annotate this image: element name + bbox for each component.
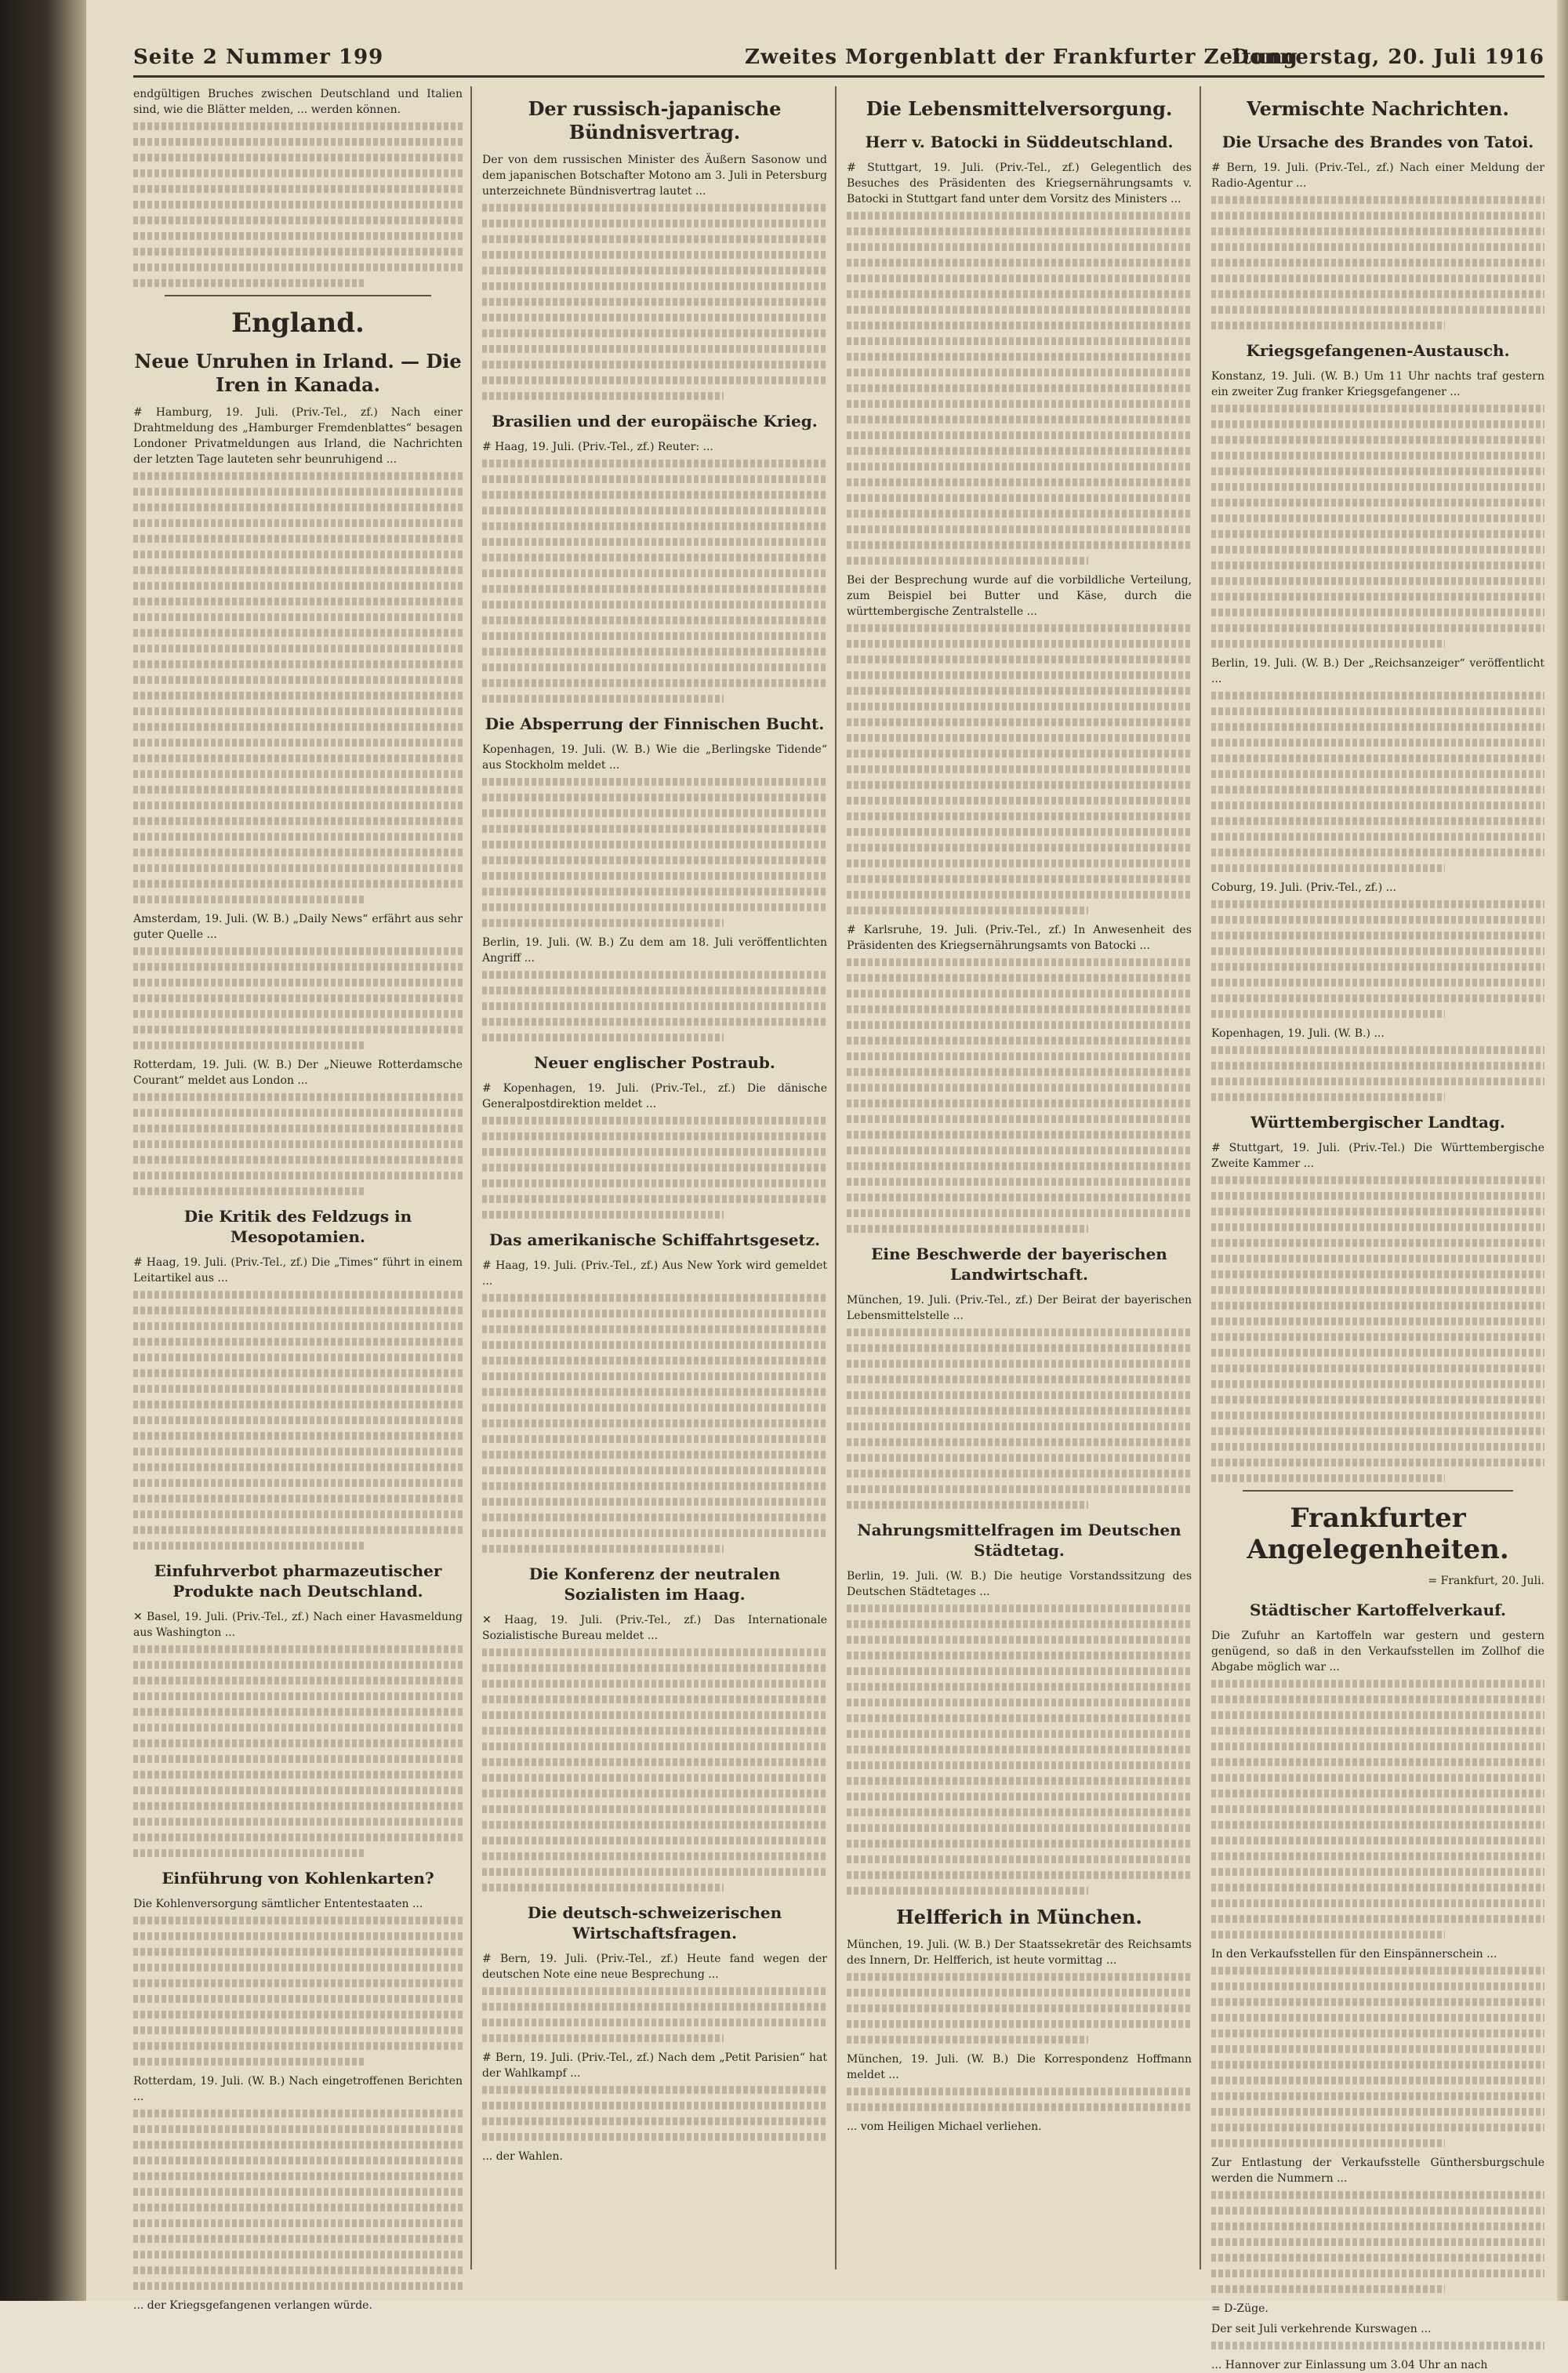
article-text: # Hamburg, 19. Juli. (Priv.-Tel., zf.) Nach einer Drahtmeldung des „Hamburger Fremdenblattes“ besagen Londoner Privatmeldungen aus Irland, die Nachrichten der letzten Tage lauteten sehr beunruhigend ...	[133, 406, 463, 466]
article-heading: Brasilien und der europäische Krieg.	[492, 412, 818, 431]
article-text: ... Hannover zur Einlassung um 3.04 Uhr an nach	[1211, 2359, 1488, 2371]
article-text: Berlin, 19. Juli. (W. B.) Der „Reichsanzeiger“ veröffentlicht ...	[1211, 657, 1544, 685]
article-text: München, 19. Juli. (W. B.) Die Korrespondenz Hoffmann meldet ...	[847, 2053, 1192, 2081]
article-text: Amsterdam, 19. Juli. (W. B.) „Daily News“ erfährt aus sehr guter Quelle ...	[133, 913, 463, 941]
article-heading: Nahrungsmittelfragen im Deutschen Städtetag.	[857, 1521, 1181, 1560]
article-heading: Die Absperrung der Finnischen Bucht.	[485, 714, 825, 733]
article-text: # Karlsruhe, 19. Juli. (Priv.-Tel., zf.) In Anwesenheit des Präsidenten des Kriegsernährungsamts von Batocki ...	[847, 924, 1192, 952]
dateline: = Frankfurt, 20. Juli.	[1428, 1575, 1544, 1587]
newspaper-title: Zweites Morgenblatt der Frankfurter Zeitung	[745, 45, 1298, 69]
article-text: # Kopenhagen, 19. Juli. (Priv.-Tel., zf.) Die dänische Generalpostdirektion meldet ...	[482, 1082, 827, 1110]
article-text: # Bern, 19. Juli. (Priv.-Tel., zf.) Nach einer Meldung der Radio-Agentur ...	[1211, 162, 1544, 190]
article-heading: Städtischer Kartoffelverkauf.	[1250, 1601, 1506, 1619]
page-header	[133, 44, 1544, 78]
column-rule	[1200, 86, 1201, 2269]
section-heading: England.	[231, 307, 365, 339]
article-text: Rotterdam, 19. Juli. (W. B.) Der „Nieuwe Rotterdamsche Courant“ meldet aus London ...	[133, 1059, 463, 1087]
article-text: ... der Wahlen.	[482, 2150, 563, 2163]
article-heading: Die Konferenz der neutralen Sozialisten im Haag.	[528, 1564, 781, 1604]
article-text: Bei der Besprechung wurde auf die vorbildliche Verteilung, zum Beispiel bei Butter und Käse, durch die württembergische Zentralstelle ...	[847, 574, 1192, 618]
article-text: Berlin, 19. Juli. (W. B.) Zu dem am 18. Juli veröffentlichten Angriff ...	[482, 936, 827, 965]
article-text: ✕ Haag, 19. Juli. (Priv.-Tel., zf.) Das Internationale Sozialistische Bureau meldet ...	[482, 1614, 827, 1642]
section-heading: Die Lebensmittelversorgung.	[866, 97, 1173, 120]
article-heading: Einführung von Kohlenkarten?	[162, 1869, 434, 1888]
issue-date: Donnerstag, 20. Juli 1916	[1231, 45, 1544, 69]
article-text: München, 19. Juli. (W. B.) Der Staatssekretär des Reichsamts des Innern, Dr. Helfferich, ist heute vormittag ...	[847, 1939, 1192, 1967]
article-text: Berlin, 19. Juli. (W. B.) Die heutige Vorstandssitzung des Deutschen Städtetages ...	[847, 1570, 1192, 1598]
article-heading: Eine Beschwerde der bayerischen Landwirtschaft.	[871, 1245, 1167, 1284]
article-text: Zur Entlastung der Verkaufsstelle Günthersburgschule werden die Nummern ...	[1211, 2157, 1544, 2185]
page-edge	[1557, 0, 1568, 2301]
article-heading: Württembergischer Landtag.	[1250, 1113, 1505, 1132]
article-text: # Haag, 19. Juli. (Priv.-Tel., zf.) Reuter: ...	[482, 441, 713, 453]
column-2	[482, 86, 827, 2269]
article-text: # Bern, 19. Juli. (Priv.-Tel., zf.) Heute fand wegen der deutschen Note eine neue Besprechung ...	[482, 1953, 827, 1981]
article-heading: Helfferich in München.	[896, 1906, 1142, 1928]
article-text: Kopenhagen, 19. Juli. (W. B.) Wie die „Berlingske Tidende“ aus Stockholm meldet ...	[482, 743, 827, 772]
article-heading: Herr v. Batocki in Süddeutschland.	[865, 133, 1174, 151]
article-text: # Haag, 19. Juli. (Priv.-Tel., zf.) Aus New York wird gemeldet ...	[482, 1259, 827, 1288]
article-text: Kopenhagen, 19. Juli. (W. B.) ...	[1211, 1027, 1385, 1040]
article-text: Coburg, 19. Juli. (Priv.-Tel., zf.) ...	[1211, 881, 1396, 894]
article-text: ✕ Basel, 19. Juli. (Priv.-Tel., zf.) Nach einer Havasmeldung aus Washington ...	[133, 1611, 463, 1639]
article-heading: Kriegsgefangenen-Austausch.	[1246, 341, 1510, 360]
section-heading: Frankfurter Angelegenheiten.	[1247, 1503, 1509, 1565]
article-heading: Die Ursache des Brandes von Tatoi.	[1221, 133, 1534, 151]
article-text: ... vom Heiligen Michael verliehen.	[847, 2120, 1042, 2133]
article-text: endgültigen Bruches zwischen Deutschland und Italien sind, wie die Blätter melden, ... werden können.	[133, 88, 463, 116]
article-heading: Die deutsch-schweizerischen Wirtschaftsfragen.	[527, 1903, 782, 1942]
article-text: Konstanz, 19. Juli. (W. B.) Um 11 Uhr nachts traf gestern ein zweiter Zug franker Kriegsgefangener ...	[1211, 370, 1544, 398]
section-heading: Vermischte Nachrichten.	[1247, 97, 1509, 120]
article-heading: Die Kritik des Feldzugs in Mesopotamien.	[183, 1207, 412, 1246]
article-text: # Stuttgart, 19. Juli. (Priv.-Tel., zf.) Gelegentlich des Besuches des Präsidenten des Kriegsernährungsamts v. Batocki in Stuttgart fand unter dem Vorsitz des Ministers ...	[847, 162, 1192, 205]
article-text: Der von dem russischen Minister des Äußern Sasonow und dem japanischen Botschafter Motono am 3. Juli in Petersburg unterzeichnete Bündnisvertrag lautet ...	[482, 154, 827, 198]
article-text: Der seit Juli verkehrende Kurswagen ...	[1211, 2323, 1432, 2335]
article-text: # Bern, 19. Juli. (Priv.-Tel., zf.) Nach dem „Petit Parisien“ hat der Wahlkampf ...	[482, 2051, 827, 2080]
article-text: = D-Züge.	[1211, 2302, 1269, 2315]
article-heading: Einfuhrverbot pharmazeutischer Produkte nach Deutschland.	[154, 1561, 442, 1601]
column-rule	[835, 86, 837, 2269]
article-text: # Stuttgart, 19. Juli. (Priv.-Tel.) Die Württembergische Zweite Kammer ...	[1211, 1142, 1544, 1170]
column-3	[847, 86, 1192, 2269]
book-binding	[0, 0, 86, 2301]
article-text: ... der Kriegsgefangenen verlangen würde.	[133, 2299, 372, 2312]
article-heading: Der russisch-japanische Bündnisvertrag.	[528, 97, 782, 144]
article-text: München, 19. Juli. (Priv.-Tel., zf.) Der Beirat der bayerischen Lebensmittelstelle ...	[847, 1294, 1192, 1322]
article-text: Die Kohlenversorgung sämtlicher Ententestaaten ...	[133, 1898, 423, 1910]
column-4	[1211, 86, 1544, 2371]
article-text: # Haag, 19. Juli. (Priv.-Tel., zf.) Die „Times“ führt in einem Leitartikel aus ...	[133, 1256, 463, 1285]
article-text: In den Verkaufsstellen für den Einspännerschein ...	[1211, 1948, 1497, 1961]
article-text: Die Zufuhr an Kartoffeln war gestern und gestern genügend, so daß in den Verkaufsstellen im Zollhof die Abgabe möglich war ...	[1211, 1630, 1544, 1673]
article-heading: Neue Unruhen in Irland. — Die Iren in Kanada.	[134, 350, 462, 396]
article-heading: Das amerikanische Schiffahrtsgesetz.	[488, 1230, 821, 1249]
page-number: Seite 2 Nummer 199	[133, 45, 384, 69]
column-1	[133, 86, 463, 2312]
article-heading: Neuer englischer Postraub.	[534, 1053, 775, 1072]
article-text: Rotterdam, 19. Juli. (W. B.) Nach eingetroffenen Berichten ...	[133, 2075, 463, 2103]
column-rule	[470, 86, 472, 2269]
